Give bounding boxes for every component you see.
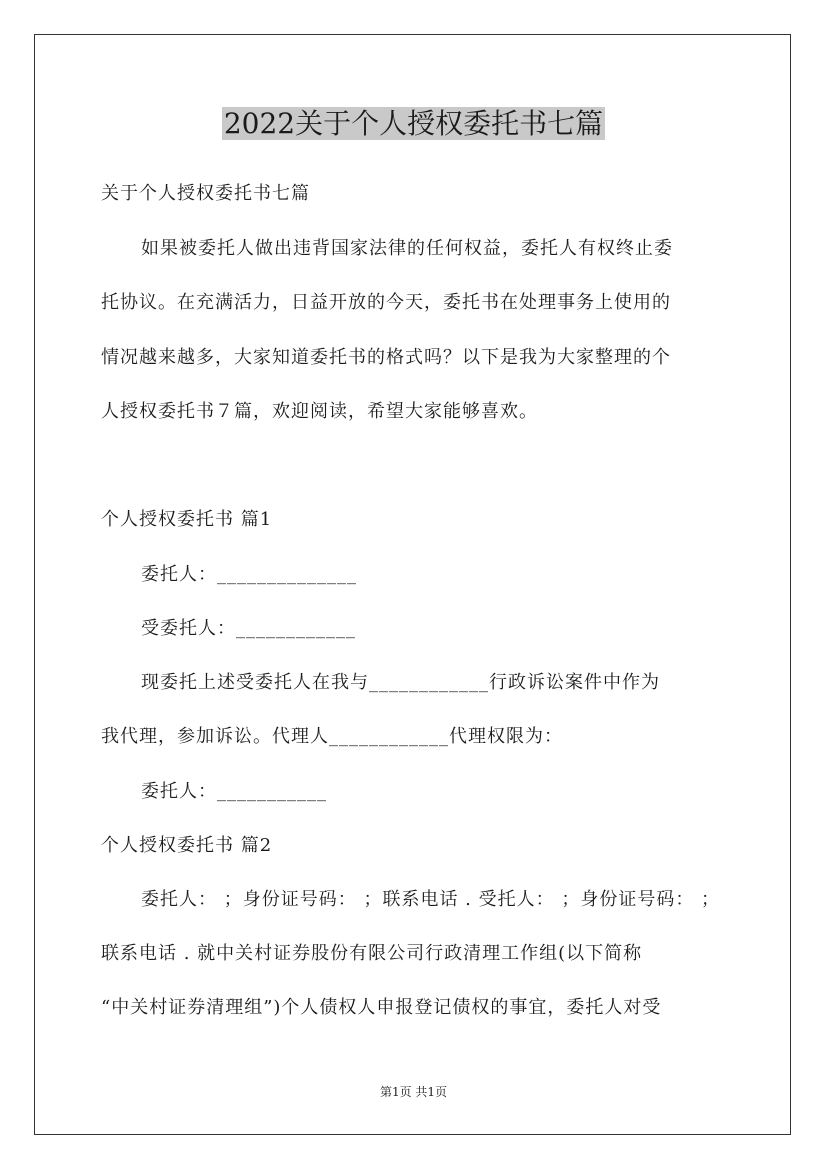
body-line: 委托人： ；身份证号码： ；联系电话 . 受托人： ；身份证号码： ； (141, 889, 721, 910)
intro-line: 托协议。在充满活力，日益开放的今天，委托书在处理事务上使用的 (101, 292, 671, 313)
form-line: 受委托人：____________ (141, 618, 356, 639)
form-line: 现委托上述受委托人在我与____________行政诉讼案件中作为 (141, 672, 660, 693)
form-line: 委托人：______________ (141, 564, 357, 585)
intro-line: 人授权委托书７篇，欢迎阅读，希望大家能够喜欢。 (101, 401, 538, 422)
body-line: 联系电话 . 就中关村证券股份有限公司行政清理工作组(以下简称 (101, 943, 643, 964)
section-heading: 个人授权委托书 篇2 (101, 835, 273, 856)
body-line: “中关村证券清理组”)个人债权人申报登记债权的事宜，委托人对受 (101, 997, 662, 1018)
section-heading: 个人授权委托书 篇1 (101, 509, 273, 530)
intro-line: 情况越来越多，大家知道委托书的格式吗？以下是我为大家整理的个 (101, 347, 671, 368)
intro-line: 如果被委托人做出违背国家法律的任何权益，委托人有权终止委 (141, 238, 673, 259)
page-footer: 第1页 共1页 (379, 1085, 448, 1099)
form-line: 委托人：___________ (141, 781, 327, 802)
document-title-text: 2022关于个人授权委托书七篇 (223, 107, 604, 140)
form-line: 我代理，参加诉讼。代理人____________代理权限为： (101, 726, 563, 747)
document-title (0, 104, 827, 144)
document-subtitle: 关于个人授权委托书七篇 (101, 183, 310, 204)
